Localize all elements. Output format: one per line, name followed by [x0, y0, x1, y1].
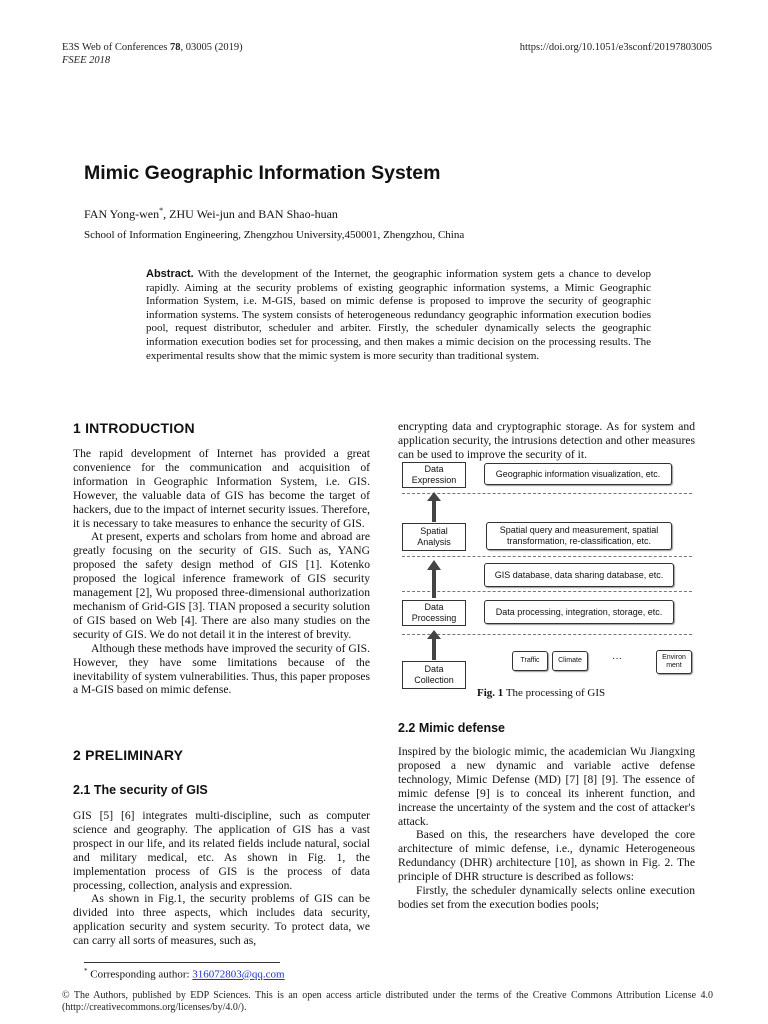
source-label: Environ — [662, 654, 686, 661]
paragraph: Inspired by the biologic mimic, the academician Wu Jiangxing proposed a new dynamic and variable active defense technology, Mimic Defense (MD) [7] [8] [9]. The essence of mimic defense [9] is to conceal its inherent function, and increase the uncertainty of the system and the cost of attacker's attack. — [398, 745, 695, 828]
figure-caption — [477, 687, 605, 699]
arrow-up-icon — [426, 630, 442, 660]
source-traffic: Traffic — [512, 651, 548, 671]
footnote-text: Corresponding author: — [87, 968, 193, 981]
stage-label: Collection — [414, 675, 454, 685]
stage-label: Processing — [411, 613, 457, 623]
paragraph: Based on this, the researchers have developed the core architecture of mimic defense, i.e., dynamic Heterogeneous Redundancy (DHR) architecture [10], as shown in Fig. 2. The principle of DHR structure is described as follows: — [398, 828, 695, 884]
layer-separator — [402, 556, 692, 557]
arrow-up-icon — [426, 560, 442, 598]
author-first: FAN Yong-wen — [84, 207, 160, 221]
desc-line: transformation, re-classification, etc. — [506, 536, 652, 546]
caption-text: The processing of GIS — [503, 687, 606, 699]
email-link[interactable]: 316072803@qq.com — [192, 968, 285, 981]
abstract-text: With the development of the Internet, the geographic information system gets a chance to develop rapidly. Aiming at the security problems of existing geographic information systems, a Mimic Geographic Information System, i.e. M-GIS, based on mimic defense is proposed to improve the security of geographic information systems. The system consists of heterogeneous redundancy geographic information execution bodies pool, request distributor, scheduler and arbiter. Firstly, the scheduler dynamically selects the geographic information execution bodies set for processing, and then makes a mimic decision on the processing results. The experimental results show that the mimic system is more security than traditional system. — [146, 268, 651, 362]
footnote-rule — [84, 962, 280, 963]
stage-data-expression — [402, 462, 466, 488]
caption-label: Fig. 1 — [477, 687, 504, 699]
stage-data-processing — [402, 600, 466, 626]
heading-section-2-1: 2.1 The security of GIS — [73, 783, 208, 797]
stage-label: Data — [424, 664, 444, 674]
stage-label: Expression — [411, 475, 457, 485]
layer-separator — [402, 634, 692, 635]
stage-label: Data — [424, 602, 444, 612]
affiliation: School of Information Engineering, Zhengzhou University,450001, Zhengzhou, China — [84, 229, 465, 241]
source-label: ment — [666, 662, 682, 669]
footnote — [84, 967, 285, 981]
desc-line: Spatial query and measurement, spatial — [499, 525, 659, 535]
paragraph: GIS [5] [6] integrates multi-discipline, such as computer science and geography. The application of GIS has a vast prospect in our life, and its related fields include natural, social and military medical, etc. As shown in Fig. 1, the implementation process of GIS is the process of data processing, collection, analysis and expression. — [73, 809, 370, 892]
paragraph: As shown in Fig.1, the security problems of GIS can be divided into three aspects, which includes data security, application security and system security. To protect data, we can carry all sorts of measures, such as, — [73, 892, 370, 948]
footnote-mark: * — [84, 967, 88, 975]
layer-separator — [402, 493, 692, 494]
author-rest: , ZHU Wei-jun and BAN Shao-huan — [163, 207, 338, 221]
desc-processing: Data processing, integration, storage, etc. — [484, 600, 674, 624]
journal-citation — [62, 41, 243, 54]
heading-introduction: 1 INTRODUCTION — [73, 420, 195, 436]
license-footer: © The Authors, published by EDP Sciences. This is an open access article distributed under the terms of the Creative Commons Attribution License 4.0 (http://creativecommons.org/licenses/by/4.0/). — [62, 990, 713, 1013]
section-2-1-body — [73, 809, 370, 948]
heading-preliminary: 2 PRELIMINARY — [73, 747, 184, 763]
stage-data-collection — [402, 661, 466, 689]
paragraph: At present, experts and scholars from home and abroad are greatly focusing on the security of GIS. Such as, YANG proposed the safety design method of GIS [1]. Kotenko proposed the logical inference framework of GIS security management [2], Wu proposed three-dimensional authorization mechanism of Grid-GIS [3]. TIAN proposed a security solution of GIS based on Web [4]. There are also many studies on the security of GIS. We do not detail it in the interest of brevity. — [73, 530, 370, 641]
continued-paragraph: encrypting data and cryptographic storage. As for system and application security, the intrusions detection and other measures can be used to improve the security of it. — [398, 420, 695, 461]
paragraph: Although these methods have improved the security of GIS. However, they have some limitations because of the inevitability of system vulnerabilities. Thus, this paper proposes a M-GIS based on mimic defense. — [73, 641, 370, 697]
corresponding-mark: * — [159, 206, 164, 215]
paper-title: Mimic Geographic Information System — [84, 162, 441, 184]
desc-expression: Geographic information visualization, etc. — [484, 463, 672, 485]
introduction-body — [73, 447, 370, 697]
heading-section-2-2: 2.2 Mimic defense — [398, 721, 505, 735]
arrow-up-icon — [426, 492, 442, 522]
journal-issue: , 03005 (2019) — [180, 42, 243, 53]
abstract — [146, 268, 651, 363]
journal-volume: 78 — [170, 42, 181, 53]
doi-link[interactable]: https://doi.org/10.1051/e3sconf/20197803005 — [519, 42, 712, 53]
stage-label: Spatial — [420, 526, 448, 536]
source-environment — [656, 650, 692, 674]
source-ellipsis: ··· — [612, 653, 622, 664]
desc-database: GIS database, data sharing database, etc. — [484, 563, 674, 587]
desc-analysis — [486, 522, 672, 550]
abstract-label: Abstract. — [146, 268, 194, 280]
stage-spatial-analysis — [402, 523, 466, 551]
conference-name: FSEE 2018 — [62, 55, 111, 66]
paragraph: Firstly, the scheduler dynamically selects online execution bodies set from the execution bodies pools; — [398, 884, 695, 911]
section-2-2-body — [398, 745, 695, 912]
paragraph: The rapid development of Internet has provided a great convenience for the communication and acquisition of information in Geographic Information System, i.e. GIS. However, the valuable data of GIS has become the target of hackers, due to the impact of internet security issues. Therefore, it is necessary to take measures to enhance the security of GIS. — [73, 447, 370, 530]
journal-name: E3S Web of Conferences — [62, 42, 171, 53]
figure-gis-processing — [398, 460, 698, 692]
layer-separator — [402, 591, 692, 592]
stage-label: Data — [424, 464, 444, 474]
stage-label: Analysis — [417, 537, 451, 547]
source-climate: Climate — [552, 651, 588, 671]
author-list — [84, 206, 338, 222]
